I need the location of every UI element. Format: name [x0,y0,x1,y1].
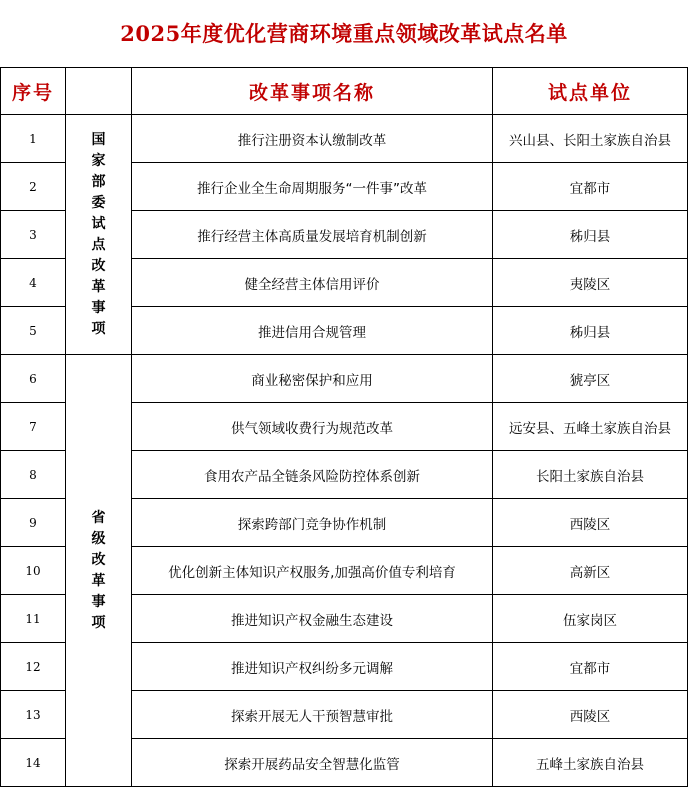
reform-item-name: 探索跨部门竞争协作机制 [132,499,493,547]
pilot-unit: 宜都市 [493,163,688,211]
pilot-unit: 五峰土家族自治县 [493,739,688,787]
table-row [1,115,688,163]
pilot-unit: 长阳土家族自治县 [493,451,688,499]
pilot-unit: 高新区 [493,547,688,595]
group-label-cell [66,115,132,355]
row-index: 3 [1,211,66,259]
row-index: 2 [1,163,66,211]
pilot-unit: 伍家岗区 [493,595,688,643]
group-label: 省级改革事项 [91,509,106,631]
reform-item-name: 食用农产品全链条风险防控体系创新 [132,451,493,499]
pilot-unit: 兴山县、长阳土家族自治县 [493,115,688,163]
pilot-unit: 夷陵区 [493,259,688,307]
table-body [1,115,688,787]
group-label-cell [66,355,132,787]
reform-item-name: 推进信用合规管理 [132,307,493,355]
row-index: 7 [1,403,66,451]
pilot-unit: 远安县、五峰土家族自治县 [493,403,688,451]
row-index: 8 [1,451,66,499]
document-title: 2025年度优化营商环境重点领域改革试点名单 [120,21,568,46]
pilot-unit: 宜都市 [493,643,688,691]
reform-item-name: 优化创新主体知识产权服务,加强高价值专利培育 [132,547,493,595]
header-group [66,68,132,115]
row-index: 4 [1,259,66,307]
reform-item-name: 探索开展药品安全智慧化监管 [132,739,493,787]
row-index: 12 [1,643,66,691]
row-index: 10 [1,547,66,595]
reform-item-name: 推行经营主体高质量发展培育机制创新 [132,211,493,259]
row-index: 11 [1,595,66,643]
pilot-unit: 西陵区 [493,691,688,739]
pilot-unit: 猇亭区 [493,355,688,403]
pilot-unit: 秭归县 [493,211,688,259]
header-unit: 试点单位 [493,68,688,115]
table-header-row [1,68,688,115]
row-index: 5 [1,307,66,355]
reform-item-name: 推进知识产权纠纷多元调解 [132,643,493,691]
reform-item-name: 供气领域收费行为规范改革 [132,403,493,451]
reform-item-name: 健全经营主体信用评价 [132,259,493,307]
table-row [1,355,688,403]
pilot-unit: 西陵区 [493,499,688,547]
row-index: 1 [1,115,66,163]
pilot-unit: 秭归县 [493,307,688,355]
reform-pilot-table [0,67,688,787]
header-index: 序号 [1,68,66,115]
row-index: 14 [1,739,66,787]
row-index: 13 [1,691,66,739]
header-item: 改革事项名称 [132,68,493,115]
reform-item-name: 推行企业全生命周期服务“一件事”改革 [132,163,493,211]
reform-item-name: 推进知识产权金融生态建设 [132,595,493,643]
reform-item-name: 商业秘密保护和应用 [132,355,493,403]
row-index: 9 [1,499,66,547]
row-index: 6 [1,355,66,403]
reform-item-name: 推行注册资本认缴制改革 [132,115,493,163]
reform-item-name: 探索开展无人干预智慧审批 [132,691,493,739]
group-label: 国家部委试点改革事项 [91,131,106,337]
